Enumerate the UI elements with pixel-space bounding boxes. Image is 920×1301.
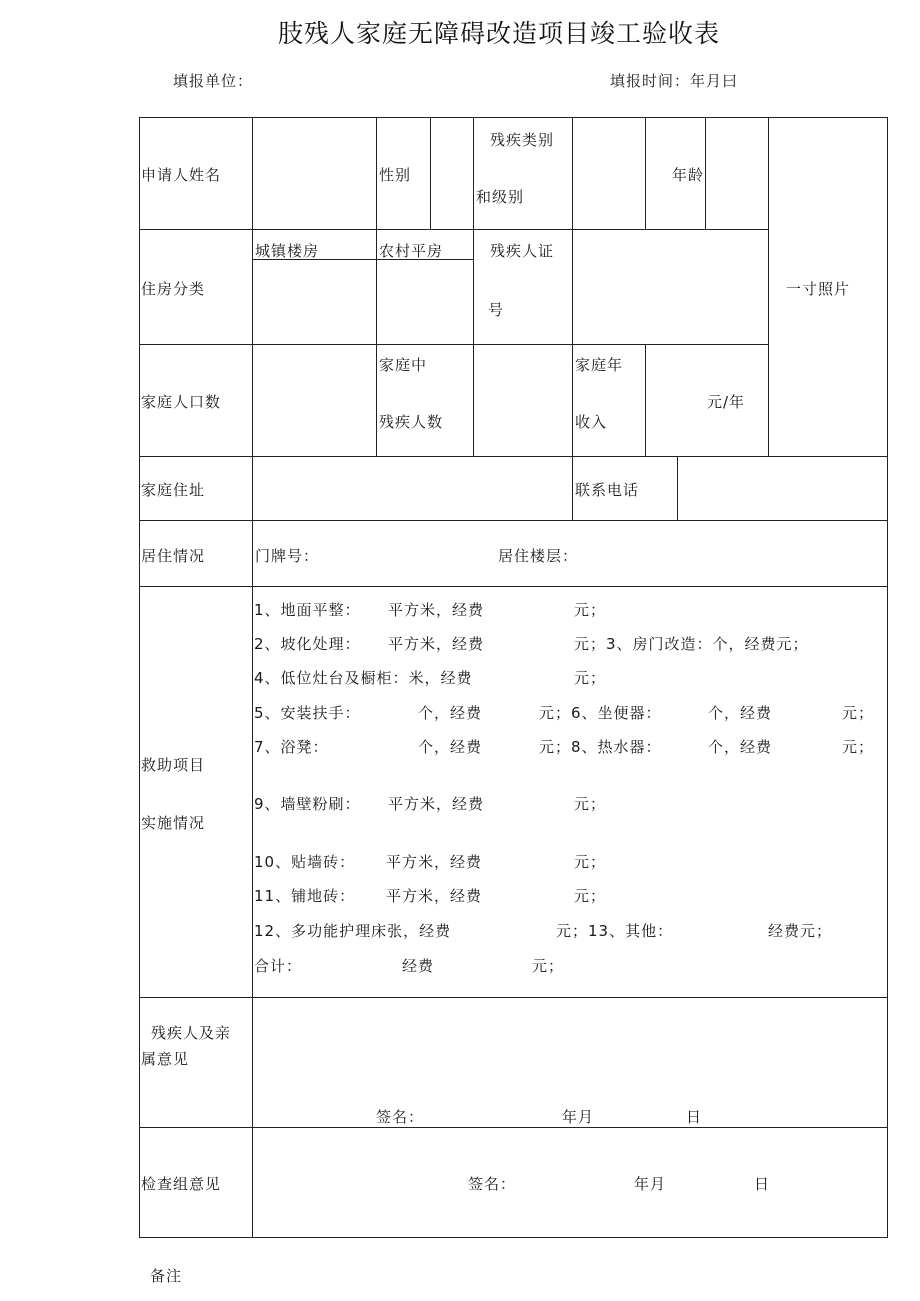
check-opinion-label: 检查组意见 [141, 1175, 222, 1193]
phone-label: 联系电话 [575, 481, 640, 499]
housing-rural-option: 农村平房 [379, 242, 444, 260]
project-text: 1、地面平整： [254, 601, 361, 619]
project-text: 元； [574, 669, 607, 687]
gender-field[interactable] [434, 122, 469, 224]
disability-type-label: 残疾类别 [490, 131, 555, 149]
project-text: 12、多功能护理床张，经费 [254, 922, 452, 940]
gender-label: 性别 [379, 166, 412, 184]
project-text: 7、浴凳： [254, 738, 329, 756]
col-line [705, 117, 706, 229]
project-text: 个，经费 [418, 704, 483, 722]
project-text: 元； [574, 601, 607, 619]
disability-cert-label-2: 号 [488, 301, 505, 319]
family-population-field[interactable] [256, 348, 372, 452]
disabled-count-field[interactable] [477, 348, 568, 452]
col-line [430, 117, 431, 229]
project-text: 经费元； [768, 922, 833, 940]
project-text: 元； [842, 738, 875, 756]
row-line [139, 229, 769, 230]
project-text: 10、贴墙砖： [254, 853, 356, 871]
col-line [768, 117, 769, 456]
project-text: 个，经费 [708, 704, 773, 722]
housing-label: 住房分类 [141, 280, 206, 298]
floor-label: 居住楼层： [498, 547, 579, 565]
projects-label-2: 实施情况 [141, 814, 206, 832]
col-line [572, 117, 573, 520]
family-opinion-field[interactable] [256, 1001, 883, 1097]
project-text: 元；6、坐便器： [539, 704, 662, 722]
housing-urban-field[interactable] [256, 263, 372, 340]
table-border-right [887, 117, 888, 1238]
check-sign-label: 签名： [468, 1175, 517, 1193]
disability-type-label-2: 和级别 [476, 188, 525, 206]
family-population-label: 家庭人口数 [141, 393, 222, 411]
remarks-label: 备注 [150, 1267, 183, 1285]
projects-label: 救助项目 [141, 756, 206, 774]
project-text: 元；13、其他： [556, 922, 674, 940]
check-year-month: 年月 [634, 1175, 667, 1193]
phone-field[interactable] [681, 460, 883, 516]
disability-cert-field[interactable] [576, 233, 764, 340]
address-label: 家庭住址 [141, 481, 206, 499]
project-text: 4、低位灶台及橱柜：米，经费 [254, 669, 473, 687]
family-income-label-2: 收入 [575, 413, 608, 431]
disabled-count-label: 家庭中 [379, 356, 428, 374]
project-text: 个，经费 [708, 738, 773, 756]
row-line [139, 344, 769, 345]
door-number-label: 门牌号： [255, 547, 320, 565]
project-text: 平方米，经费 [388, 601, 485, 619]
project-text: 元；8、热水器： [539, 738, 662, 756]
col-line [252, 117, 253, 1238]
applicant-name-field[interactable] [256, 122, 372, 224]
family-opinion-label-2: 属意见 [141, 1050, 190, 1068]
table-border-left [139, 117, 140, 1238]
disability-cert-label: 残疾人证 [490, 242, 555, 260]
family-day: 日 [686, 1108, 703, 1126]
disability-type-field[interactable] [576, 122, 641, 224]
check-opinion-field[interactable] [256, 1131, 883, 1167]
project-text: 元； [574, 853, 607, 871]
project-text: 9、墙壁粉刷： [254, 795, 361, 813]
project-text: 元；3、房门改造：个，经费元； [574, 635, 809, 653]
project-text: 平方米，经费 [386, 887, 483, 905]
project-text: 平方米，经费 [386, 853, 483, 871]
col-line [376, 117, 377, 456]
project-text: 元； [842, 704, 875, 722]
project-text: 元； [574, 795, 607, 813]
project-text: 个，经费 [418, 738, 483, 756]
age-field[interactable] [709, 122, 764, 224]
project-text: 元； [532, 957, 565, 975]
project-text: 元； [574, 887, 607, 905]
project-text: 2、坡化处理： [254, 635, 361, 653]
applicant-name-label: 申请人姓名 [141, 166, 222, 184]
family-sign-label: 签名： [376, 1108, 425, 1126]
unit-label: 填报单位： [173, 72, 254, 90]
project-text: 平方米，经费 [388, 795, 485, 813]
address-field[interactable] [256, 460, 568, 516]
living-label: 居住情况 [141, 547, 206, 565]
col-line [645, 344, 646, 456]
project-text: 合计： [254, 957, 303, 975]
income-unit: 元/年 [707, 393, 746, 411]
age-label: 年龄 [672, 166, 705, 184]
project-text: 平方米，经费 [388, 635, 485, 653]
disabled-count-label-2: 残疾人数 [379, 413, 444, 431]
housing-urban-option: 城镇楼房 [255, 242, 320, 260]
family-year-month: 年月 [562, 1108, 595, 1126]
project-text: 5、安装扶手： [254, 704, 361, 722]
project-text: 经费 [402, 957, 435, 975]
col-line [645, 117, 646, 229]
family-opinion-label: 残疾人及亲 [151, 1024, 232, 1042]
col-line [677, 456, 678, 520]
photo-placeholder: 一寸照片 [786, 280, 851, 298]
col-line [473, 117, 474, 456]
housing-rural-field[interactable] [380, 263, 469, 340]
family-income-label: 家庭年 [575, 356, 624, 374]
page-title: 肢残人家庭无障碍改造项目竣工验收表 [278, 19, 721, 48]
project-text: 11、铺地砖： [254, 887, 356, 905]
check-day: 日 [754, 1175, 771, 1193]
time-label: 填报时间：年月曰 [610, 72, 739, 90]
